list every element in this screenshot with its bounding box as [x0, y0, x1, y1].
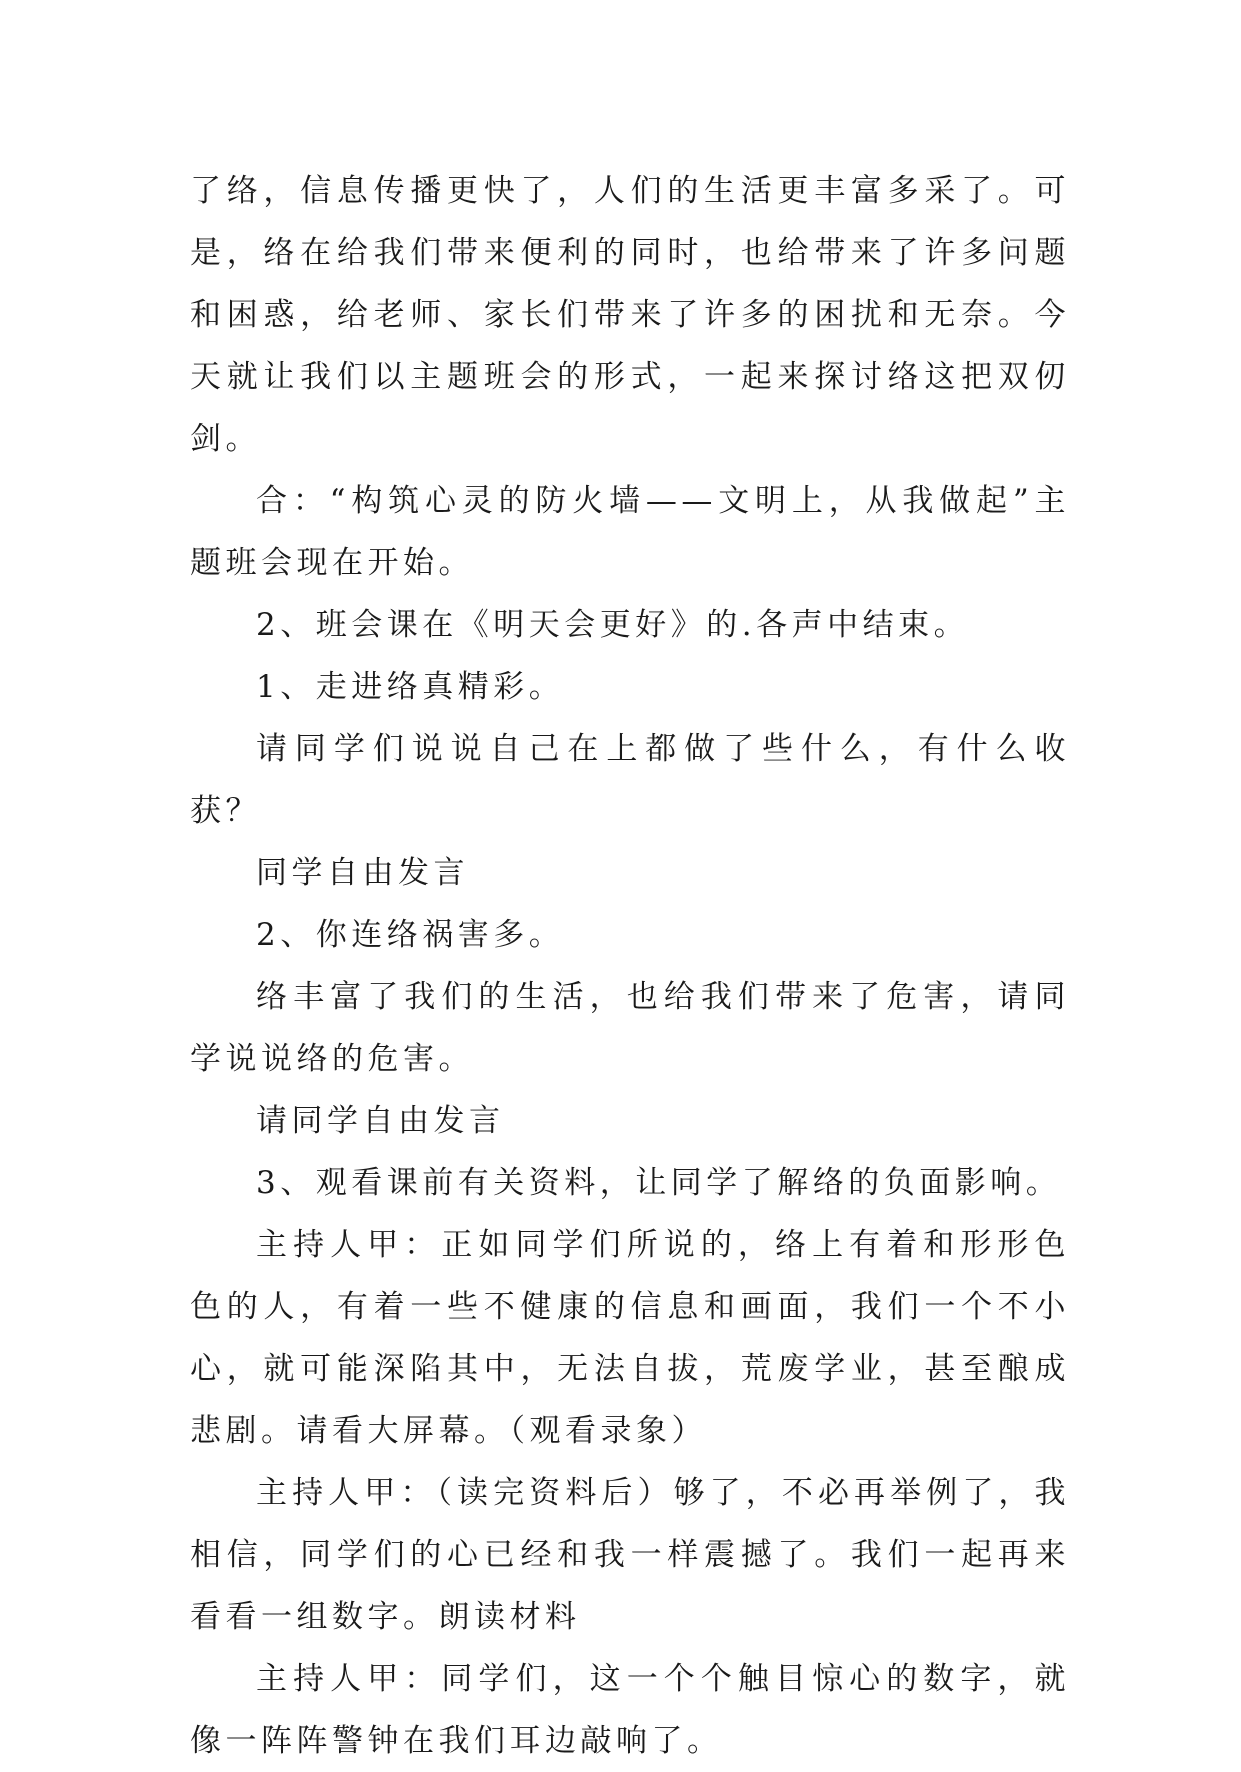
paragraph-question: 请同学们说说自己在上都做了些什么，有什么收获？	[190, 731, 1070, 829]
paragraph-section-2: 2、你连络祸害多。	[256, 917, 565, 953]
paragraph-host-speech-3: 主持人甲：同学们，这一个个触目惊心的数字，就像一阵阵警钟在我们耳边敲响了。	[190, 1661, 1070, 1759]
paragraph-section-3: 3、观看课前有关资料，让同学了解络的负面影响。	[256, 1165, 1062, 1201]
paragraph-free-speech-2: 请同学自由发言	[256, 1103, 505, 1139]
paragraph-class-ending: 2、班会课在《明天会更好》的.各声中结束。	[256, 607, 970, 643]
document-body	[190, 160, 1070, 1772]
paragraph-continuation: 了络，信息传播更快了，人们的生活更丰富多采了。可是，络在给我们带来便利的同时，也给带来了许多问题和困惑，给老师、家长们带来了许多的困扰和无奈。今天就让我们以主题班会的形式，一起来探讨络这把双仞剑。	[190, 173, 1070, 457]
paragraph-harm-intro: 络丰富了我们的生活，也给我们带来了危害，请同学说说络的危害。	[190, 979, 1070, 1077]
paragraph-host-speech-2: 主持人甲：（读完资料后）够了，不必再举例了，我相信，同学们的心已经和我一样震撼了。我们一起再来看看一组数字。朗读材料	[190, 1475, 1070, 1635]
paragraph-section-1: 1、走进络真精彩。	[256, 669, 565, 705]
paragraph-opening-announcement: 合：“构筑心灵的防火墙——文明上，从我做起”主题班会现在开始。	[190, 483, 1070, 581]
paragraph-host-speech-1: 主持人甲：正如同学们所说的，络上有着和形形色色的人，有着一些不健康的信息和画面，我们一个不小心，就可能深陷其中，无法自拔，荒废学业，甚至酿成悲剧。请看大屏幕。（观看录象）	[190, 1227, 1070, 1449]
paragraph-free-speech: 同学自由发言	[256, 855, 469, 891]
